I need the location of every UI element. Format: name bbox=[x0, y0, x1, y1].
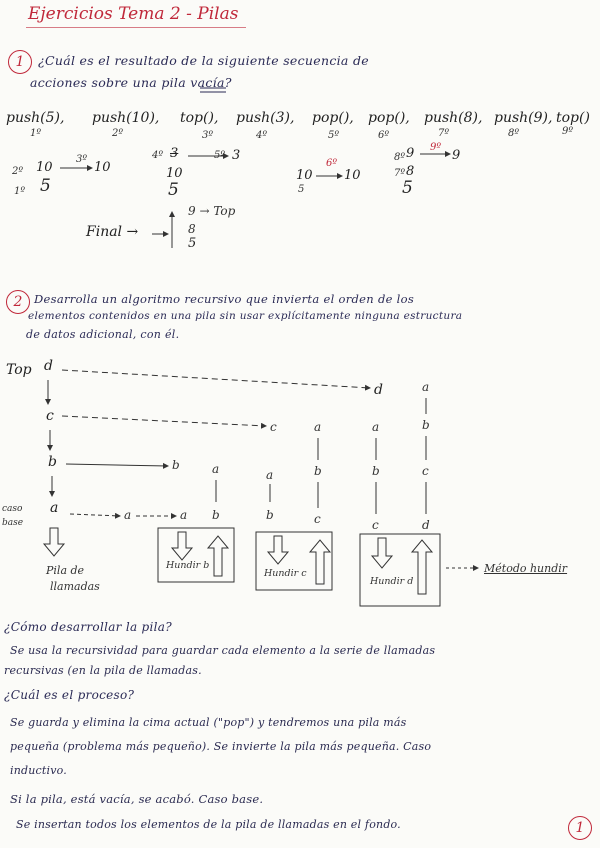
trace-7-bottom: 5 bbox=[402, 178, 413, 198]
ex2-line1: Desarrolla un algoritmo recursivo que invierta el orden de los bbox=[34, 292, 415, 306]
ex2-line2: elementos contenidos en una pila sin usar explícitamente ninguna estructura bbox=[28, 310, 463, 322]
pila-llamadas-1: Pila de bbox=[46, 564, 85, 577]
trace-4-mid: 10 bbox=[166, 166, 183, 181]
trace-1-value: 5 bbox=[40, 176, 51, 196]
ex1-question-line2: acciones sobre una pila vacía? bbox=[30, 75, 232, 90]
trace-5-value: 3 bbox=[232, 148, 241, 163]
trace-8-label: 8º bbox=[394, 152, 406, 163]
hundir-c-label: Hundir c bbox=[264, 568, 307, 579]
exercise-2-number: 2 bbox=[6, 290, 30, 314]
proc-p2: pequeña (problema más pequeño). Se invierte la pila más pequeña. Caso bbox=[10, 740, 432, 753]
trace-9-label: 9º bbox=[430, 142, 442, 153]
col5-c: c bbox=[422, 464, 429, 478]
op-6: pop(), bbox=[368, 110, 410, 126]
target-c: c bbox=[270, 420, 277, 434]
hundir-d-label: Hundir d bbox=[370, 576, 414, 587]
trace-4-value: 3 bbox=[170, 146, 179, 161]
col1-b: b bbox=[212, 508, 220, 522]
target-b: b bbox=[172, 458, 180, 472]
col5-d: d bbox=[422, 518, 430, 532]
pila-llamadas-2: llamadas bbox=[50, 580, 100, 593]
proc-p1: Se guarda y elimina la cima actual ("pop") y tendremos una pila más bbox=[10, 716, 407, 729]
col3-b: b bbox=[314, 464, 322, 478]
col4-a: a bbox=[372, 420, 380, 434]
desc-answer-2: recursivas (en la pila de llamadas. bbox=[4, 664, 202, 677]
ex1-question-line1: ¿Cuál es el resultado de la siguiente secuencia de bbox=[38, 53, 369, 68]
trace-2-label: 2º bbox=[12, 166, 24, 177]
final-mid: 8 bbox=[188, 222, 196, 236]
col2-a: a bbox=[266, 468, 274, 482]
op-index-9: 9º bbox=[562, 126, 574, 137]
trace-5-label: 5º bbox=[214, 150, 226, 161]
trace-4-label: 4º bbox=[152, 150, 164, 161]
metodo-hundir: Método hundir bbox=[484, 562, 568, 575]
hollow-down-arrow bbox=[44, 528, 64, 556]
final-bottom: 5 bbox=[188, 236, 197, 251]
trace-6-to: 10 bbox=[344, 168, 361, 183]
op-3: top(), bbox=[180, 110, 219, 126]
trace-3-label: 3º bbox=[76, 154, 88, 165]
arrow-a1 bbox=[70, 514, 120, 516]
exercise-1-number: 1 bbox=[8, 50, 32, 74]
op-index-4: 4º bbox=[256, 130, 268, 141]
page-title: Ejercicios Tema 2 - Pilas bbox=[28, 4, 239, 24]
trace-6-bottom: 5 bbox=[298, 184, 305, 195]
op-index-6: 6º bbox=[378, 130, 390, 141]
op-4: push(3), bbox=[236, 110, 295, 126]
col1-a: a bbox=[212, 462, 220, 476]
stack-c: c bbox=[46, 408, 54, 424]
op-2: push(10), bbox=[92, 110, 160, 126]
ex2-line3: de datos adicional, con él. bbox=[26, 328, 180, 341]
op-8: push(9), bbox=[494, 110, 553, 126]
trace-6-label: 6º bbox=[326, 158, 338, 169]
op-index-3: 3º bbox=[202, 130, 214, 141]
col5-b: b bbox=[422, 418, 430, 432]
op-index-8: 8º bbox=[508, 128, 520, 139]
arrow-b bbox=[66, 464, 168, 466]
trace-7-label: 7º bbox=[394, 168, 406, 179]
target-a1: a bbox=[124, 508, 132, 522]
proc-p5: Se insertan todos los elementos de la pila de llamadas en el fondo. bbox=[16, 818, 401, 831]
trace-1-label: 1º bbox=[14, 186, 26, 197]
op-index-7: 7º bbox=[438, 128, 450, 139]
hundir-b-label: Hundir b bbox=[166, 560, 210, 571]
op-5: pop(), bbox=[312, 110, 354, 126]
trace-2-value: 10 bbox=[36, 160, 53, 175]
stack-b: b bbox=[48, 454, 57, 470]
trace-8-value: 9 bbox=[406, 146, 415, 161]
col5-a: a bbox=[422, 380, 430, 394]
page-number: 1 bbox=[568, 816, 592, 840]
target-d: d bbox=[374, 382, 383, 398]
hundir-box-b bbox=[158, 528, 234, 582]
caso-base-label: caso base bbox=[2, 504, 24, 528]
final-label: Final → bbox=[86, 224, 139, 240]
proc-p3: inductivo. bbox=[10, 764, 67, 777]
trace-7-value: 8 bbox=[406, 164, 415, 179]
trace-4-bottom: 5 bbox=[168, 180, 179, 200]
arrow-d bbox=[62, 370, 370, 388]
proc-heading: ¿Cuál es el proceso? bbox=[4, 688, 135, 702]
op-index-1: 1º bbox=[30, 128, 42, 139]
stack-d: d bbox=[44, 358, 53, 374]
arrow-c bbox=[62, 416, 266, 426]
col2-b: b bbox=[266, 508, 274, 522]
trace-3-value: 10 bbox=[94, 160, 111, 175]
stack-a: a bbox=[50, 500, 59, 516]
trace-6-from: 10 bbox=[296, 168, 313, 183]
desc-heading: ¿Cómo desarrollar la pila? bbox=[4, 620, 172, 634]
trace-9-value: 9 bbox=[452, 148, 461, 163]
col3-c: c bbox=[314, 512, 321, 526]
op-9: top() bbox=[556, 110, 590, 126]
op-index-5: 5º bbox=[328, 130, 340, 141]
final-top: 9 → Top bbox=[188, 204, 236, 218]
hundir-box-d bbox=[360, 534, 440, 606]
op-index-2: 2º bbox=[112, 128, 124, 139]
op-7: push(8), bbox=[424, 110, 483, 126]
proc-p4: Si la pila, está vacía, se acabó. Caso base. bbox=[10, 792, 264, 806]
desc-answer-1: Se usa la recursividad para guardar cada elemento a la serie de llamadas bbox=[10, 644, 436, 657]
top-label: Top bbox=[6, 362, 32, 378]
col4-c: c bbox=[372, 518, 379, 532]
target-a2: a bbox=[180, 508, 188, 522]
op-1: push(5), bbox=[6, 110, 65, 126]
col3-a: a bbox=[314, 420, 322, 434]
col4-b: b bbox=[372, 464, 380, 478]
